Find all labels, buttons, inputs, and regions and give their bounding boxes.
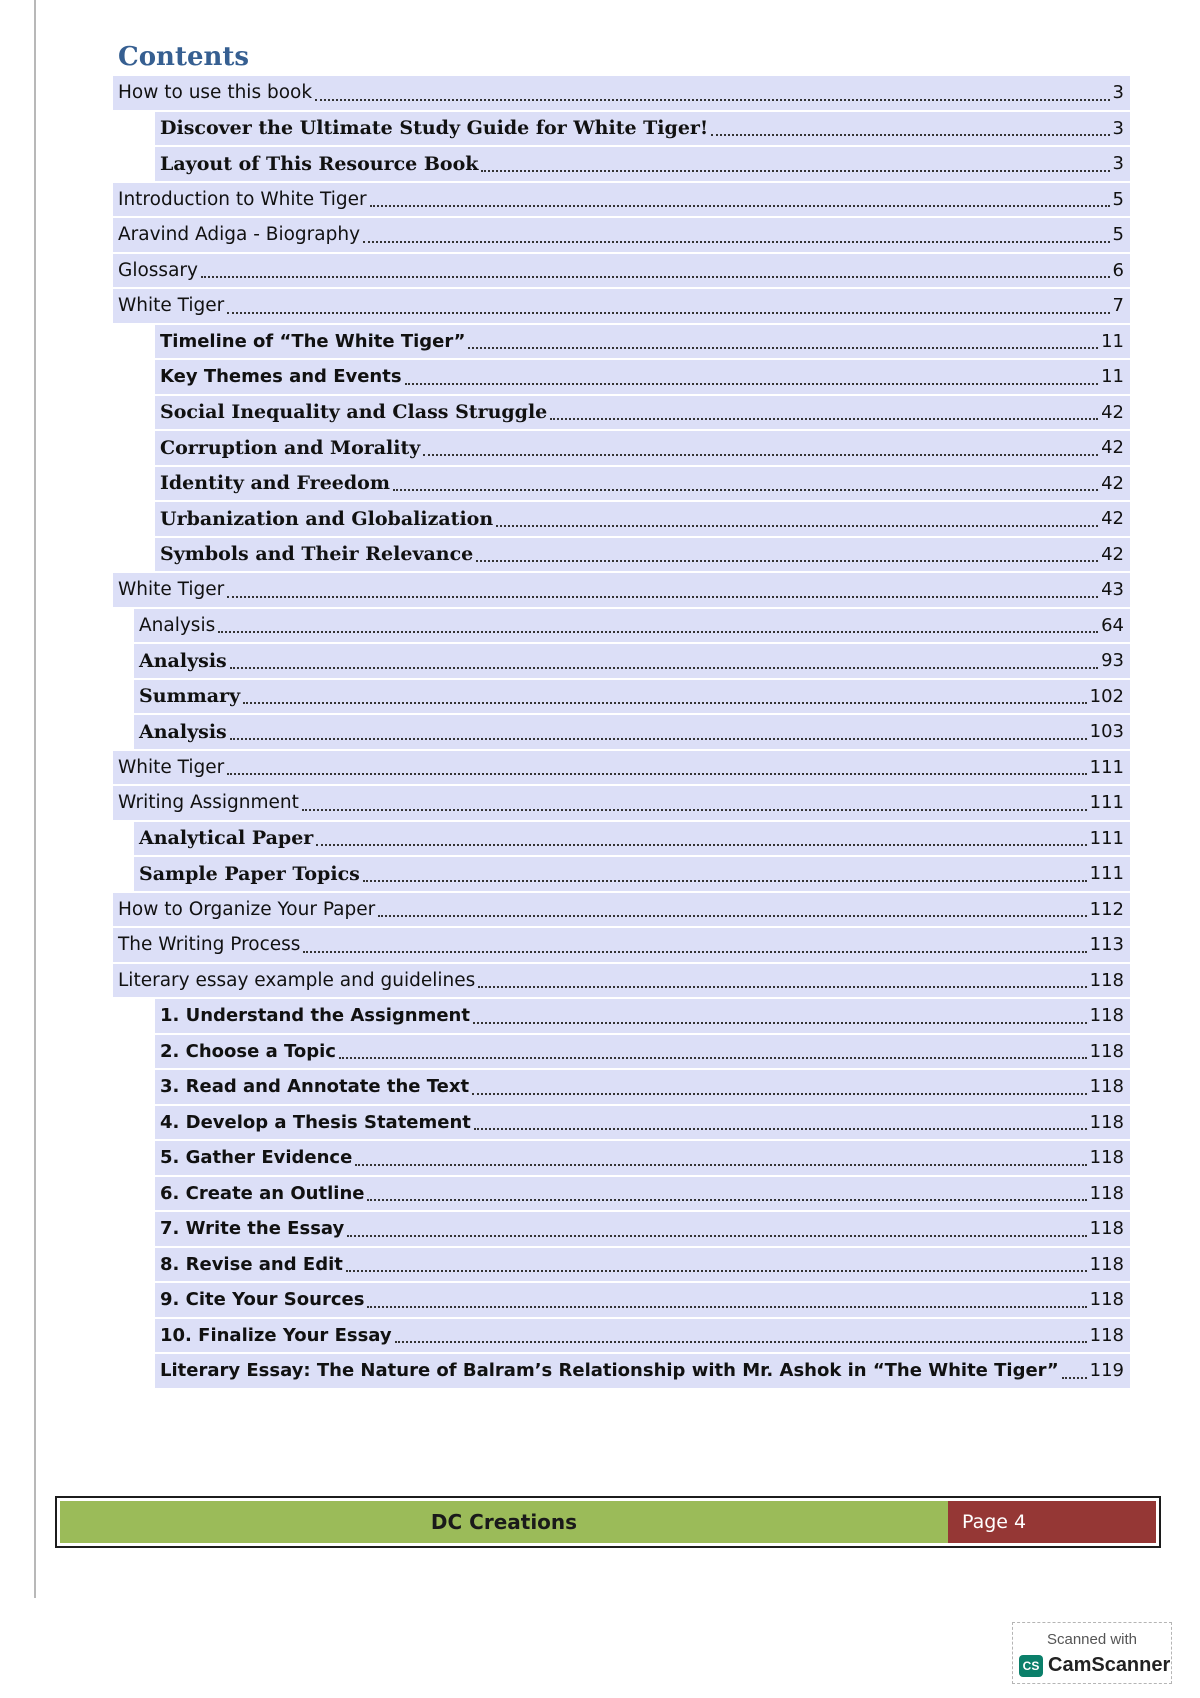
- toc-dot-leader: [378, 897, 1086, 917]
- toc-entry[interactable]: [155, 145, 1130, 181]
- toc-entry-page: 118: [1089, 1253, 1124, 1275]
- toc-entry-label: White Tiger: [118, 295, 225, 317]
- toc-entry-page: 3: [1112, 117, 1124, 139]
- toc-entry[interactable]: [134, 607, 1130, 643]
- toc-entry-label: Glossary: [118, 259, 198, 281]
- toc-entry-label: Corruption and Morality: [160, 436, 421, 459]
- toc-entry-label: Literary essay example and guidelines: [118, 969, 476, 991]
- toc-dot-leader: [363, 862, 1087, 882]
- toc-entry-page: 5: [1112, 188, 1124, 210]
- toc-entry-label: Discover the Ultimate Study Guide for White Tiger!: [160, 117, 709, 140]
- toc-entry[interactable]: [113, 784, 1130, 820]
- toc-entry-label: Layout of This Resource Book: [160, 152, 479, 175]
- toc-entry-page: 6: [1112, 259, 1124, 281]
- toc-dot-leader: [201, 258, 1110, 278]
- toc-entry-page: 111: [1089, 792, 1124, 814]
- toc-entry-page: 5: [1112, 224, 1124, 246]
- camscanner-logo-icon: CS: [1019, 1655, 1043, 1677]
- toc-entry-page: 11: [1101, 330, 1124, 352]
- toc-entry-label: The Writing Process: [118, 934, 301, 956]
- toc-entry-page: 118: [1089, 1218, 1124, 1240]
- toc-entry-label: Literary Essay: The Nature of Balram’s Relationship with Mr. Ashok in “The White Tiger”: [160, 1360, 1059, 1382]
- toc-dot-leader: [395, 1323, 1087, 1343]
- toc-entry-label: 3. Read and Annotate the Text: [160, 1076, 470, 1098]
- toc-entry-page: 113: [1089, 934, 1124, 956]
- toc-entry-page: 64: [1101, 614, 1124, 636]
- toc-entry-label: Analytical Paper: [139, 827, 314, 850]
- toc-dot-leader: [303, 933, 1086, 953]
- watermark-caption: Scanned with: [1046, 1631, 1138, 1648]
- toc-entry-label: 7. Write the Essay: [160, 1218, 345, 1240]
- toc-entry-label: 5. Gather Evidence: [160, 1147, 353, 1169]
- toc-entry[interactable]: [155, 465, 1130, 501]
- toc-entry-label: Urbanization and Globalization: [160, 507, 494, 530]
- toc-dot-leader: [367, 1288, 1086, 1308]
- page-number: Page 4: [948, 1501, 1156, 1543]
- toc-entry-page: 112: [1089, 898, 1124, 920]
- toc-entry-page: 119: [1089, 1360, 1124, 1382]
- toc-dot-leader: [476, 542, 1098, 562]
- toc-entry-label: Writing Assignment: [118, 792, 299, 814]
- toc-entry-label: White Tiger: [118, 756, 225, 778]
- toc-dot-leader: [481, 152, 1109, 172]
- toc-entry-page: 103: [1089, 721, 1124, 743]
- toc-entry[interactable]: [155, 1281, 1130, 1317]
- toc-entry[interactable]: [155, 1139, 1130, 1175]
- toc-dot-leader: [468, 329, 1098, 349]
- toc-entry[interactable]: [155, 1104, 1130, 1140]
- toc-dot-leader: [339, 1039, 1087, 1059]
- toc-entry[interactable]: [155, 536, 1130, 572]
- toc-entry-label: Sample Paper Topics: [139, 862, 360, 885]
- toc-dot-leader: [346, 1252, 1087, 1272]
- toc-dot-leader: [423, 436, 1098, 456]
- toc-dot-leader: [472, 1075, 1087, 1095]
- toc-dot-leader: [474, 1110, 1087, 1130]
- toc-entry-label: White Tiger: [118, 579, 225, 601]
- toc-entry[interactable]: [113, 216, 1130, 252]
- toc-entry-label: Symbols and Their Relevance: [160, 543, 474, 566]
- toc-entry-page: 111: [1089, 863, 1124, 885]
- toc-dot-leader: [227, 755, 1086, 775]
- toc-entry[interactable]: [134, 855, 1130, 891]
- toc-entry[interactable]: [155, 1210, 1130, 1246]
- toc-entry-page: 42: [1101, 401, 1124, 423]
- toc-entry[interactable]: [113, 181, 1130, 217]
- toc-entry-page: 111: [1089, 827, 1124, 849]
- toc-entry[interactable]: [155, 1352, 1130, 1388]
- toc-dot-leader: [711, 116, 1109, 136]
- toc-dot-leader: [550, 400, 1098, 420]
- toc-entry-page: 118: [1089, 1324, 1124, 1346]
- toc-entry-page: 118: [1089, 1040, 1124, 1062]
- toc-entry[interactable]: [155, 1317, 1130, 1353]
- toc-entry-label: Analysis: [139, 614, 216, 636]
- toc-dot-leader: [227, 294, 1109, 314]
- toc-entry[interactable]: [113, 891, 1130, 927]
- toc-entry-page: 118: [1089, 1005, 1124, 1027]
- toc-entry-page: 42: [1101, 543, 1124, 565]
- toc-entry[interactable]: [155, 1246, 1130, 1282]
- toc-entry[interactable]: [155, 429, 1130, 465]
- toc-dot-leader: [393, 471, 1098, 491]
- toc-entry-label: Analysis: [139, 649, 227, 672]
- toc-entry-page: 118: [1089, 1289, 1124, 1311]
- toc-entry[interactable]: [113, 926, 1130, 962]
- toc-entry[interactable]: [155, 358, 1130, 394]
- toc-entry-label: 9. Cite Your Sources: [160, 1289, 365, 1311]
- toc-entry-label: 1. Understand the Assignment: [160, 1005, 470, 1027]
- toc-entry-label: Timeline of “The White Tiger”: [160, 330, 466, 352]
- toc-dot-leader: [243, 684, 1087, 704]
- toc-dot-leader: [405, 365, 1099, 385]
- toc-entry-label: How to Organize Your Paper: [118, 898, 376, 920]
- toc-entry-page: 42: [1101, 472, 1124, 494]
- toc-entry-label: 8. Revise and Edit: [160, 1253, 343, 1275]
- toc-entry-label: Analysis: [139, 720, 227, 743]
- toc-dot-leader: [370, 187, 1110, 207]
- table-of-contents: [0, 74, 1200, 1388]
- toc-entry-label: Aravind Adiga - Biography: [118, 224, 361, 246]
- toc-entry[interactable]: [113, 252, 1130, 288]
- page-title: Contents: [118, 42, 250, 72]
- toc-entry[interactable]: [113, 571, 1130, 607]
- toc-entry-page: 118: [1089, 969, 1124, 991]
- toc-entry-label: 6. Create an Outline: [160, 1182, 365, 1204]
- toc-entry[interactable]: [155, 1033, 1130, 1069]
- toc-dot-leader: [227, 578, 1098, 598]
- toc-entry-page: 3: [1112, 82, 1124, 104]
- toc-entry-page: 111: [1089, 756, 1124, 778]
- toc-entry[interactable]: [134, 678, 1130, 714]
- toc-dot-leader: [355, 1146, 1086, 1166]
- toc-entry-page: 93: [1101, 650, 1124, 672]
- toc-dot-leader: [218, 613, 1098, 633]
- toc-entry-label: Introduction to White Tiger: [118, 188, 367, 210]
- toc-dot-leader: [302, 791, 1087, 811]
- toc-entry-label: Social Inequality and Class Struggle: [160, 401, 548, 424]
- toc-entry[interactable]: [113, 749, 1130, 785]
- toc-entry[interactable]: [155, 1068, 1130, 1104]
- toc-entry-label: How to use this book: [118, 82, 313, 104]
- toc-entry-label: Key Themes and Events: [160, 366, 402, 388]
- toc-entry-page: 43: [1101, 579, 1124, 601]
- toc-entry-page: 11: [1101, 366, 1124, 388]
- toc-entry-page: 42: [1101, 508, 1124, 530]
- toc-entry[interactable]: [113, 962, 1130, 998]
- toc-entry[interactable]: [155, 394, 1130, 430]
- toc-entry[interactable]: [155, 323, 1130, 359]
- toc-entry-page: 7: [1112, 295, 1124, 317]
- toc-entry-page: 118: [1089, 1147, 1124, 1169]
- footer-brand: DC Creations: [60, 1501, 948, 1543]
- toc-dot-leader: [347, 1217, 1086, 1237]
- toc-dot-leader: [230, 720, 1087, 740]
- toc-entry-page: 3: [1112, 153, 1124, 175]
- toc-entry[interactable]: [134, 820, 1130, 856]
- toc-entry-page: 118: [1089, 1182, 1124, 1204]
- watermark-app-name: CamScanner: [1048, 1654, 1171, 1676]
- toc-entry[interactable]: [113, 74, 1130, 110]
- toc-dot-leader: [315, 81, 1109, 101]
- toc-entry-page: 42: [1101, 437, 1124, 459]
- toc-entry-page: 102: [1089, 685, 1124, 707]
- toc-dot-leader: [367, 1181, 1086, 1201]
- toc-entry[interactable]: [155, 1175, 1130, 1211]
- page-footer: [55, 1496, 1161, 1548]
- camscanner-watermark: [1012, 1622, 1172, 1684]
- toc-entry-label: Summary: [139, 685, 241, 708]
- toc-dot-leader: [1062, 1359, 1087, 1379]
- toc-dot-leader: [473, 1004, 1087, 1024]
- toc-dot-leader: [230, 649, 1098, 669]
- toc-entry-label: Identity and Freedom: [160, 472, 390, 495]
- toc-entry-page: 118: [1089, 1076, 1124, 1098]
- toc-entry[interactable]: [155, 997, 1130, 1033]
- toc-entry[interactable]: [113, 287, 1130, 323]
- toc-dot-leader: [496, 507, 1098, 527]
- toc-entry-label: 2. Choose a Topic: [160, 1040, 336, 1062]
- toc-entry-label: 10. Finalize Your Essay: [160, 1324, 392, 1346]
- toc-entry[interactable]: [155, 110, 1130, 146]
- toc-entry-label: 4. Develop a Thesis Statement: [160, 1111, 471, 1133]
- toc-dot-leader: [363, 223, 1110, 243]
- toc-entry-page: 118: [1089, 1111, 1124, 1133]
- toc-entry[interactable]: [134, 713, 1130, 749]
- toc-dot-leader: [478, 968, 1086, 988]
- toc-entry[interactable]: [134, 642, 1130, 678]
- toc-entry[interactable]: [155, 500, 1130, 536]
- toc-dot-leader: [316, 826, 1086, 846]
